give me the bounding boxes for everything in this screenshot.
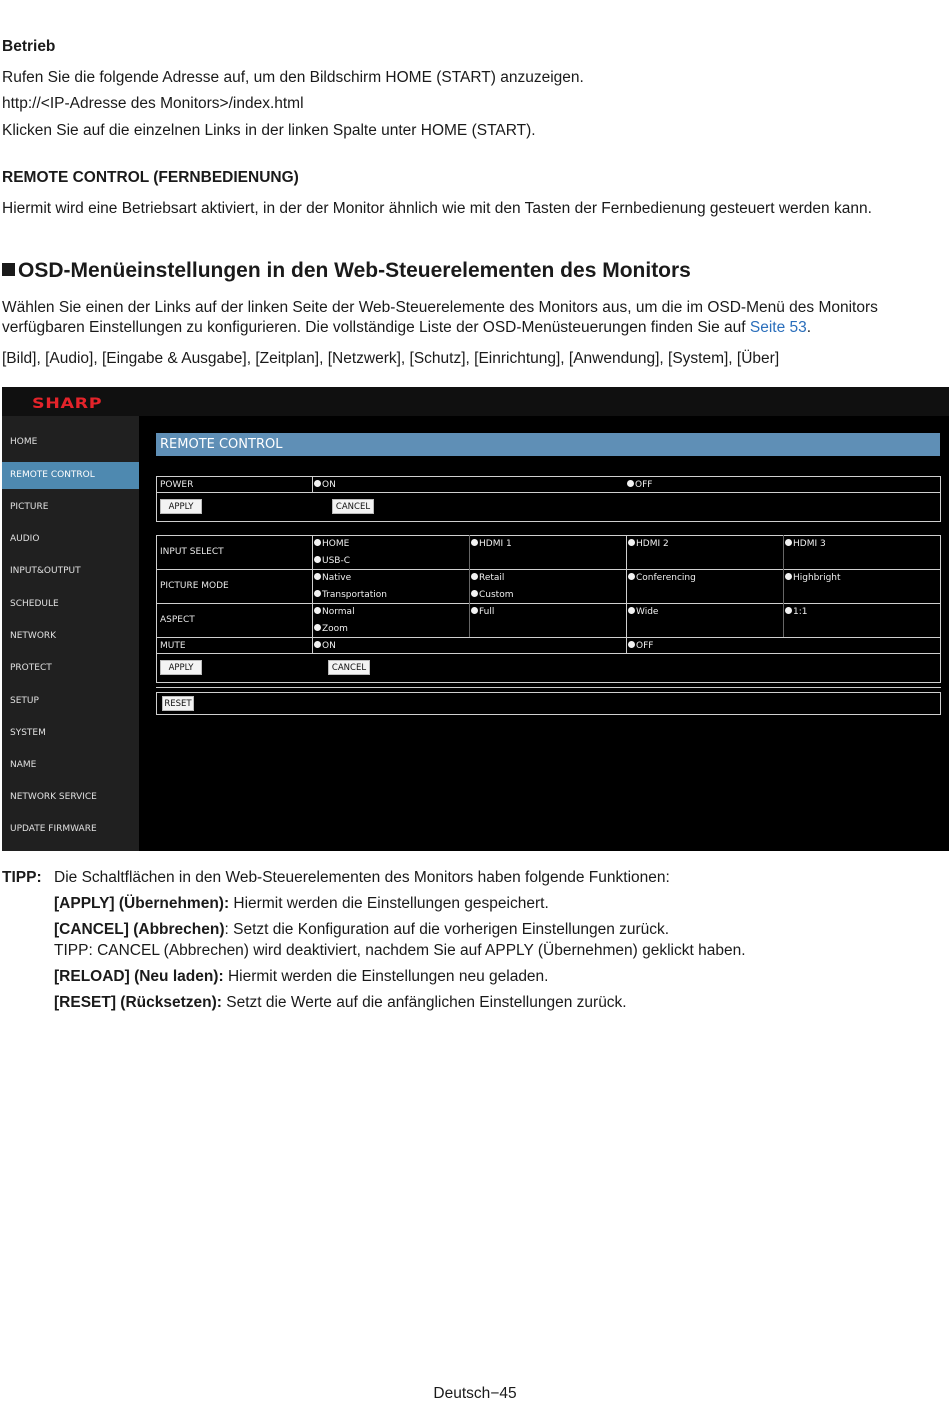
- picture-mode-label: PICTURE MODE: [160, 581, 229, 591]
- reload-desc: Hiermit werden die Einstellungen neu geladen.: [223, 968, 549, 985]
- power-label: POWER: [160, 480, 194, 490]
- apply-term: [APPLY] (Übernehmen):: [54, 895, 230, 912]
- apply-button[interactable]: APPLY: [160, 660, 202, 675]
- mute-on-radio[interactable]: ON: [314, 638, 336, 654]
- power-cancel-button[interactable]: CANCEL: [332, 499, 374, 514]
- square-bullet-icon: [2, 263, 15, 276]
- input-hdmi3-radio[interactable]: HDMI 3: [785, 536, 826, 552]
- tipp-intro: Die Schaltflächen in den Web-Steuerelementen des Monitors haben folgende Funktionen:: [54, 869, 670, 886]
- top-bar: [2, 387, 949, 416]
- osd-heading: [2, 258, 691, 284]
- aspect-zoom-radio[interactable]: Zoom: [314, 621, 348, 637]
- aspect-label: ASPECT: [160, 615, 195, 625]
- osd-paragraph: [2, 298, 948, 338]
- tipp-cancel: [54, 920, 669, 940]
- tipp-reload: [54, 967, 548, 987]
- osd-heading-text: OSD-Menüeinstellungen in den Web-Steuerelementen des Monitors: [18, 259, 691, 282]
- nav-network-service[interactable]: NETWORK SERVICE: [10, 792, 97, 802]
- mode-conferencing-radio[interactable]: Conferencing: [628, 570, 696, 586]
- reset-desc: Setzt die Werte auf die anfänglichen Einstellungen zurück.: [221, 994, 627, 1011]
- divider: [312, 535, 313, 653]
- page-link[interactable]: Seite 53: [749, 319, 807, 336]
- aspect-full-radio[interactable]: Full: [471, 604, 494, 620]
- tipp-apply: [54, 894, 549, 914]
- power-off-radio[interactable]: OFF: [627, 477, 652, 493]
- power-panel: [156, 476, 941, 522]
- nav-home[interactable]: HOME: [10, 437, 38, 447]
- betrieb-line-1: Rufen Sie die folgende Adresse auf, um den Bildschirm HOME (START) anzuzeigen.: [2, 69, 584, 86]
- reload-term: [RELOAD] (Neu laden):: [54, 968, 224, 985]
- nav-schedule[interactable]: SCHEDULE: [10, 599, 59, 609]
- mode-native-radio[interactable]: Native: [314, 570, 351, 586]
- settings-panel: [156, 535, 941, 683]
- betrieb-url: http://<IP-Adresse des Monitors>/index.html: [2, 95, 304, 112]
- input-home-radio[interactable]: HOME: [314, 536, 349, 552]
- divider: [626, 535, 627, 653]
- reset-button[interactable]: RESET: [162, 696, 194, 711]
- reset-panel: [156, 692, 941, 715]
- osd-paragraph-text: Wählen Sie einen der Links auf der linken Seite der Web-Steuerelemente des Monitors aus, um die im OSD-Menü des Monitors verfügbaren Einstellungen zu konfigurieren. Die vollständige Liste der OSD-Menüsteuerungen finden Sie auf: [2, 299, 878, 336]
- divider: [156, 603, 941, 604]
- divider: [156, 687, 941, 688]
- nav-update-firmware[interactable]: UPDATE FIRMWARE: [10, 824, 97, 834]
- divider: [156, 492, 941, 493]
- power-apply-button[interactable]: APPLY: [160, 499, 202, 514]
- tipp-reset: [54, 993, 627, 1013]
- divider: [312, 476, 313, 492]
- mode-highbright-radio[interactable]: Highbright: [785, 570, 841, 586]
- tipp-cancel-note: TIPP: CANCEL (Abbrechen) wird deaktiviert, nachdem Sie auf APPLY (Übernehmen) geklickt haben.: [54, 942, 746, 959]
- input-hdmi2-radio[interactable]: HDMI 2: [628, 536, 669, 552]
- page-footer: Deutsch−45: [433, 1385, 517, 1402]
- web-control-screenshot: [2, 387, 949, 851]
- mode-retail-radio[interactable]: Retail: [471, 570, 504, 586]
- osd-paragraph-end: .: [806, 319, 812, 336]
- mute-label: MUTE: [160, 641, 186, 651]
- apply-desc: Hiermit werden die Einstellungen gespeichert.: [229, 895, 549, 912]
- nav-network[interactable]: NETWORK: [10, 631, 57, 641]
- mode-transportation-radio[interactable]: Transportation: [314, 587, 387, 603]
- cancel-desc: : Setzt die Konfiguration auf die vorherigen Einstellungen zurück.: [224, 921, 670, 938]
- mute-off-radio[interactable]: OFF: [628, 638, 653, 654]
- aspect-normal-radio[interactable]: Normal: [314, 604, 355, 620]
- mode-custom-radio[interactable]: Custom: [471, 587, 513, 603]
- betrieb-line-3: Klicken Sie auf die einzelnen Links in der linken Spalte unter HOME (START).: [2, 122, 536, 139]
- remote-text: Hiermit wird eine Betriebsart aktiviert, in der der Monitor ähnlich wie mit den Tasten der Fernbedienung gesteuert werden kann.: [2, 200, 872, 217]
- osd-menu-list: [Bild], [Audio], [Eingabe & Ausgabe], [Zeitplan], [Netzwerk], [Schutz], [Einrichtung], [Anwendung], [System], [Über]: [2, 350, 780, 367]
- nav-protect[interactable]: PROTECT: [10, 663, 52, 673]
- input-select-label: INPUT SELECT: [160, 547, 224, 557]
- page-title: REMOTE CONTROL: [156, 433, 940, 456]
- divider: [156, 653, 941, 654]
- remote-heading: REMOTE CONTROL (FERNBEDIENUNG): [2, 169, 299, 186]
- betrieb-heading: Betrieb: [2, 38, 56, 55]
- aspect-1to1-radio[interactable]: 1:1: [785, 604, 807, 620]
- input-hdmi1-radio[interactable]: HDMI 1: [471, 536, 512, 552]
- power-on-radio[interactable]: ON: [314, 477, 336, 493]
- nav-name[interactable]: NAME: [10, 760, 37, 770]
- nav-picture[interactable]: PICTURE: [10, 502, 49, 512]
- tipp-label: TIPP:: [2, 869, 42, 886]
- divider: [156, 637, 941, 638]
- nav-remote-control[interactable]: REMOTE CONTROL: [2, 462, 139, 489]
- nav-system[interactable]: SYSTEM: [10, 728, 46, 738]
- divider: [783, 535, 784, 637]
- cancel-term: [CANCEL] (Abbrechen): [54, 921, 225, 938]
- nav-audio[interactable]: AUDIO: [10, 534, 40, 544]
- aspect-wide-radio[interactable]: Wide: [628, 604, 658, 620]
- nav-input-output[interactable]: INPUT&OUTPUT: [10, 566, 81, 576]
- sharp-logo: SHARP: [32, 396, 103, 412]
- cancel-button[interactable]: CANCEL: [328, 660, 370, 675]
- nav-setup[interactable]: SETUP: [10, 696, 39, 706]
- reset-term: [RESET] (Rücksetzen):: [54, 994, 222, 1011]
- divider: [469, 535, 470, 637]
- input-usbc-radio[interactable]: USB-C: [314, 553, 350, 569]
